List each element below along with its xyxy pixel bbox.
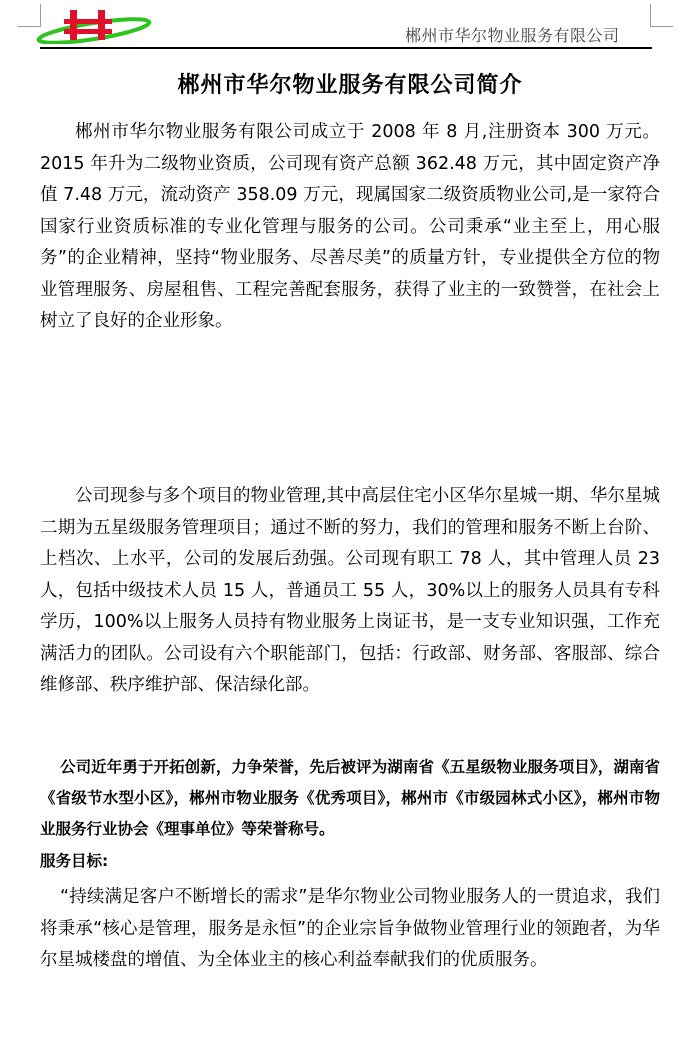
- intro-paragraph: 郴州市华尔物业服务有限公司成立于 2008 年 8 月,注册资本 300 万元。2015 年升为二级物业资质，公司现有资产总额 362.48 万元，其中固定资产净值 7.48 万元，流动资产 358.09 万元，现属国家二级资质物业公司,是一家符合国家行业资质标准的专业化管理与服务的公司。公司秉承“业主至上，用心服务”的企业精神，坚持“物业服务、尽善尽美”的质量方针，专业提供全方位的物业管理服务、房屋租售、工程完善配套服务，获得了业主的一致赞誉，在社会上树立了良好的企业形象。: [40, 122, 660, 331]
- company-logo-icon: [34, 4, 154, 44]
- header-company-name: 郴州市华尔物业服务有限公司: [405, 26, 620, 45]
- header-divider: [40, 47, 652, 49]
- top-right-crop-mark: [650, 4, 673, 27]
- honors-paragraph: 公司近年勇于开拓创新，力争荣誉，先后被评为湖南省《五星级物业服务项目》，湖南省《省级节水型小区》，郴州市物业服务《优秀项目》，郴州市《市级园林式小区》，郴州市物业服务行业协会《理事单位》等荣誉称号。: [40, 758, 660, 838]
- staff-paragraph: 公司现参与多个项目的物业管理,其中高层住宅小区华尔星城一期、华尔星城二期为五星级服务管理项目；通过不断的努力，我们的管理和服务不断上台阶、上档次、上水平，公司的发展后劲强。公司现有职工 78 人，其中管理人员 23 人，包括中级技术人员 15 人，普通员工 55 人，30%以上的服务人员具有专科学历，100%以上服务人员持有物业服务上岗证书，是一支专业知识强，工作充满活力的团队。公司设有六个职能部门，包括：行政部、财务部、客服部、综合维修部、秩序维护部、保洁绿化部。: [40, 486, 660, 695]
- service-goal-heading: 服务目标:: [40, 852, 109, 870]
- document-title: 郴州市华尔物业服务有限公司简介: [177, 73, 523, 98]
- service-goal-paragraph: “持续满足客户不断增长的需求”是华尔物业公司物业服务人的一贯追求，我们将秉承“核心是管理，服务是永恒”的企业宗旨争做物业管理行业的领跑者，为华尔星城楼盘的增值、为全体业主的核心利益奉献我们的优质服务。: [40, 887, 660, 970]
